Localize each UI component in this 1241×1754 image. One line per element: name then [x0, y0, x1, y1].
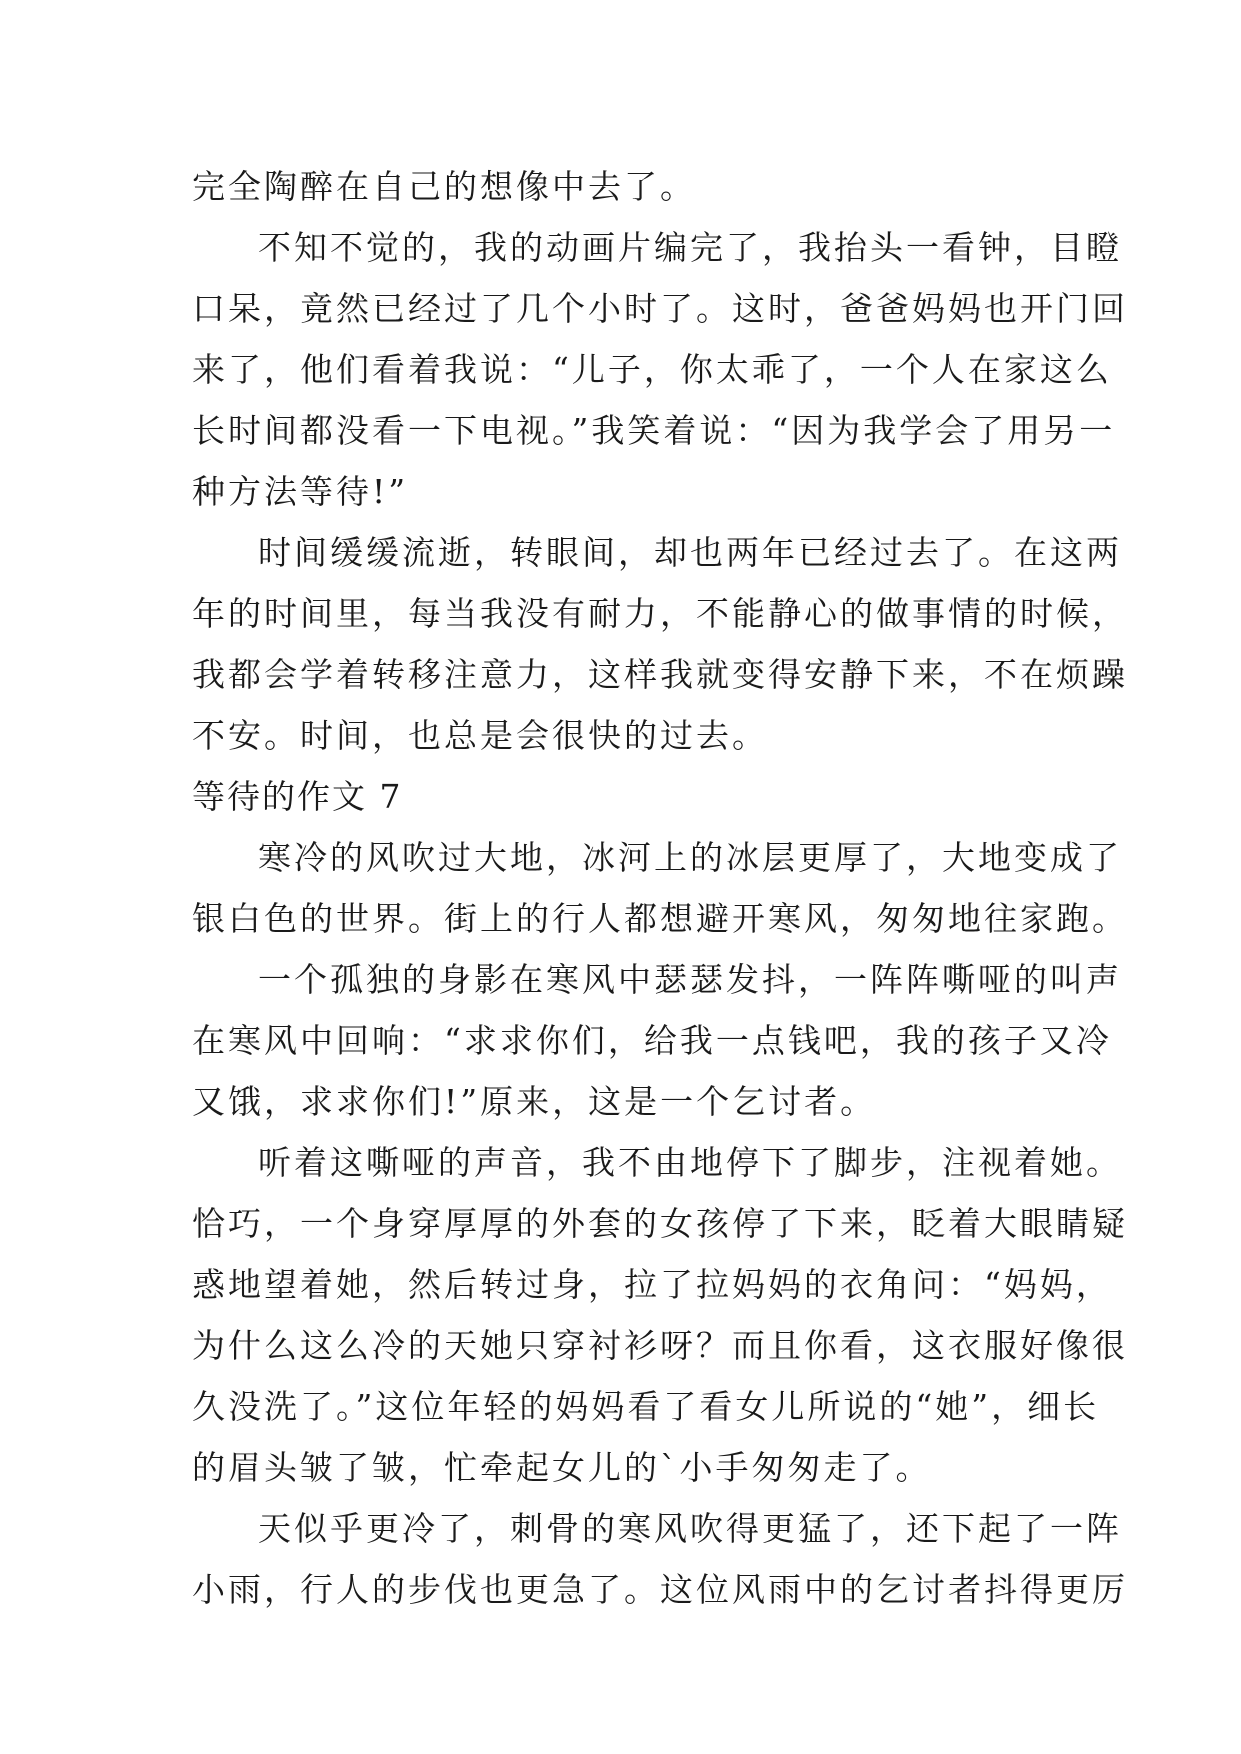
- paragraph-start-line: 听着这嘶哑的声音，我不由地停下了脚步，注视着她。: [258, 1143, 1122, 1182]
- text-line: 恰巧，一个身穿厚厚的外套的女孩停了下来，眨着大眼睛疑: [192, 1204, 1128, 1243]
- text-line: 我都会学着转移注意力，这样我就变得安静下来，不在烦躁: [192, 655, 1128, 694]
- text-line: 惑地望着她，然后转过身，拉了拉妈妈的衣角问：“妈妈，: [192, 1265, 1112, 1304]
- text-line: 来了，他们看着我说：“儿子，你太乖了，一个人在家这么: [192, 350, 1112, 389]
- text-line: 小雨，行人的步伐也更急了。这位风雨中的乞讨者抖得更厉: [192, 1570, 1128, 1609]
- essay-body: [192, 156, 1128, 1620]
- paragraph-start-line: 时间缓缓流逝，转眼间，却也两年已经过去了。在这两: [258, 533, 1122, 572]
- text-line: 又饿，求求你们!”原来，这是一个乞讨者。: [192, 1082, 877, 1121]
- paragraph-start-line: 天似乎更冷了，刺骨的寒风吹得更猛了，还下起了一阵: [258, 1509, 1122, 1548]
- text-line: 种方法等待!”: [192, 472, 409, 511]
- section-heading: 等待的作文 7: [192, 777, 403, 816]
- text-line: 在寒风中回响：“求求你们，给我一点钱吧，我的孩子又冷: [192, 1021, 1112, 1060]
- text-line: 长时间都没看一下电视。”我笑着说：“因为我学会了用另一: [192, 411, 1116, 450]
- text-line: 的眉头皱了皱，忙牵起女儿的`小手匆匆走了。: [192, 1448, 932, 1487]
- text-line: 年的时间里，每当我没有耐力，不能静心的做事情的时候，: [192, 594, 1128, 633]
- paragraph-start-line: 不知不觉的，我的动画片编完了，我抬头一看钟，目瞪: [258, 228, 1122, 267]
- text-line: 为什么这么冷的天她只穿衬衫呀？而且你看，这衣服好像很: [192, 1326, 1128, 1365]
- paragraph-start-line: 寒冷的风吹过大地，冰河上的冰层更厚了，大地变成了: [258, 838, 1122, 877]
- text-line: 久没洗了。”这位年轻的妈妈看了看女儿所说的“她”，细长: [192, 1387, 1100, 1426]
- text-line: 银白色的世界。街上的行人都想避开寒风，匆匆地往家跑。: [192, 899, 1128, 938]
- text-line: 不安。时间，也总是会很快的过去。: [192, 716, 768, 755]
- paragraph-start-line: 一个孤独的身影在寒风中瑟瑟发抖，一阵阵嘶哑的叫声: [258, 960, 1122, 999]
- text-line: 完全陶醉在自己的想像中去了。: [192, 167, 696, 206]
- text-line: 口呆，竟然已经过了几个小时了。这时，爸爸妈妈也开门回: [192, 289, 1128, 328]
